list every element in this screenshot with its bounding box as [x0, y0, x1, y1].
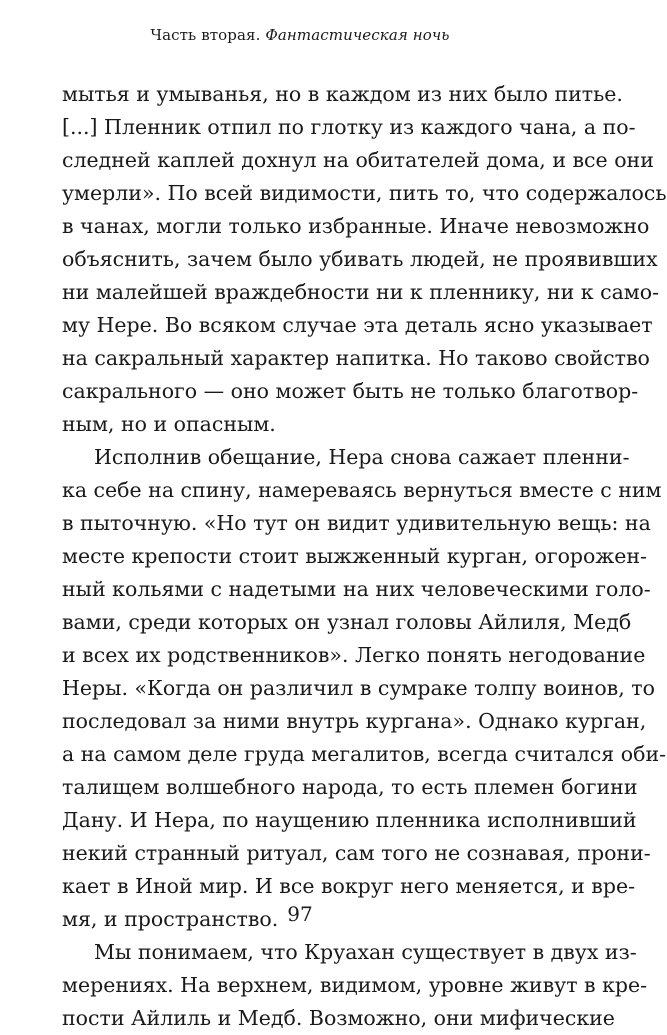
text-line: умерли». По всей видимости, пить то, что содержалось — [62, 181, 667, 205]
text-line: ни малейшей враждебности ни к пленнику, ни к само- — [62, 280, 660, 304]
text-line: [...] Пленник отпил по глотку из каждого чана, а по- — [62, 115, 636, 139]
text-line: а на самом деле груда мегалитов, всегда считался оби- — [62, 742, 667, 766]
paragraph-first-line: Исполнив обещание, Нера снова сажает пленни- — [94, 445, 630, 469]
running-head — [0, 26, 600, 44]
text-line: пости Айлиль и Медб. Возможно, они мифические — [62, 1006, 615, 1030]
text-line: вами, среди которых он узнал головы Айлиля, Медб — [62, 610, 632, 634]
text-line: Дану. И Нера, по наущению пленника исполнивший — [62, 808, 637, 832]
text-line: талищем волшебного народа, то есть племен богини — [62, 775, 638, 799]
text-line: мытья и умыванья, но в каждом из них было питье. — [62, 82, 623, 106]
text-line: ным, но и опасным. — [62, 412, 276, 436]
text-line: объяснить, зачем было убивать людей, не проявивших — [62, 247, 658, 271]
text-line: му Нере. Во всяком случае эта деталь ясно указывает — [62, 313, 653, 337]
text-line: на сакральный характер напитка. Но таково свойство — [62, 346, 650, 370]
body-text — [62, 78, 667, 1035]
text-line: сакрального — оно может быть не только благотвор- — [62, 379, 639, 403]
text-line: некий странный ритуал, сам того не сознавая, прони- — [62, 841, 651, 865]
text-line: мя, и пространство. — [62, 907, 279, 931]
paragraph-first-line: Мы понимаем, что Круахан существует в двух из- — [94, 940, 637, 964]
page-number: 97 — [287, 902, 313, 926]
text-line: в чанах, могли только избранные. Иначе невозможно — [62, 214, 650, 238]
text-line: кает в Иной мир. И все вокруг него меняется, и вре- — [62, 874, 635, 898]
text-line: ный кольями с надетыми на них человеческими голо- — [62, 577, 651, 601]
text-line: Неры. «Когда он различил в сумраке толпу воинов, то — [62, 676, 655, 700]
running-head-part: Часть вторая. — [150, 26, 261, 44]
running-head-chapter: Фантастическая ночь — [265, 26, 450, 44]
text-line: последовал за ними внутрь кургана». Однако курган, — [62, 709, 647, 733]
text-line: месте крепости стоит выжженный курган, огорожен- — [62, 544, 647, 568]
text-line: мерениях. На верхнем, видимом, уровне живут в кре- — [62, 973, 648, 997]
text-line: в пыточную. «Но тут он видит удивительную вещь: на — [62, 511, 651, 535]
text-line: следней каплей дохнул на обитателей дома, и все они — [62, 148, 654, 172]
text-line: и всех их родственников». Легко понять негодование — [62, 643, 646, 667]
text-line: ка себе на спину, намереваясь вернуться вместе с ним — [62, 478, 662, 502]
